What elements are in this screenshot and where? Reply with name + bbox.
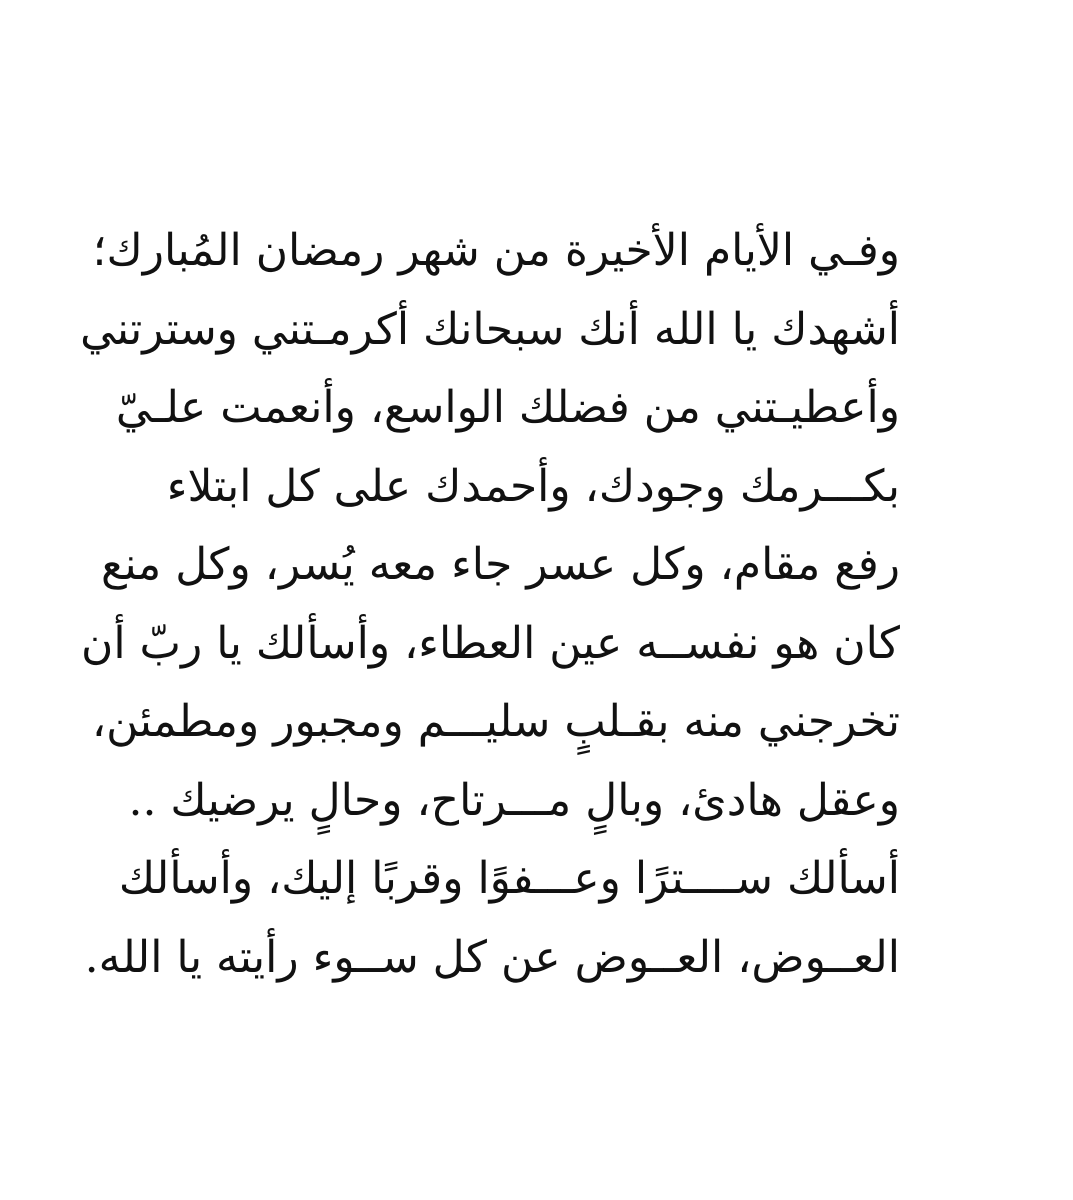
text-line: وفـي الأيام الأخيرة من شهر رمضان المُبارك؛ bbox=[92, 225, 900, 276]
arabic-prayer-text bbox=[80, 212, 900, 997]
text-line: بكـــرمك وجودك، وأحمدك على كل ابتلاء bbox=[166, 460, 900, 512]
text-line: رفع مقام، وكل عسر جاء معه يُسر، وكل منع bbox=[100, 539, 900, 590]
text-line: كان هو نفســه عين العطاء، وأسألك يا ربّ أن bbox=[81, 617, 900, 669]
text-line: أشهدك يا الله أنك سبحانك أكرمـتني وسترتني bbox=[80, 303, 900, 355]
text-line: وعقل هادئ، وبالٍ مـــرتاح، وحالٍ يرضيك .. bbox=[128, 774, 900, 826]
text-line: العــوض، العــوض عن كل ســوء رأيته يا الله. bbox=[84, 931, 900, 983]
text-line: أسألك ســــترًا وعـــفوًا وقربًا إليك، وأسألك bbox=[118, 853, 900, 904]
text-line: تخرجني منه بقـلبٍ سليـــم ومجبور ومطمئن، bbox=[91, 696, 900, 747]
text-line: وأعطيـتني من فضلك الواسع، وأنعمت علـيّ bbox=[115, 382, 900, 433]
